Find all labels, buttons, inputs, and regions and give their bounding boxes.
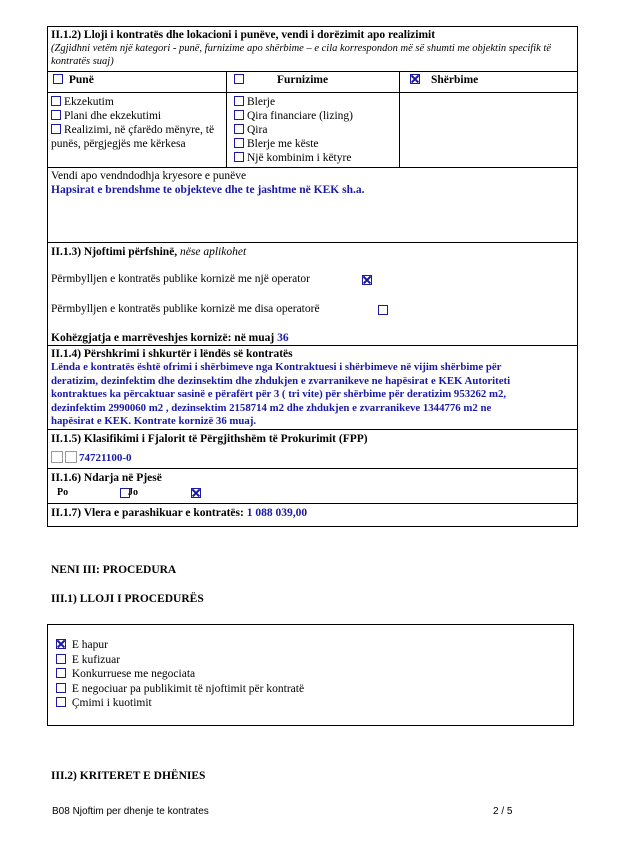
section-114-title: II.1.4) Përshkrimi i shkurtër i lëndës së kontratës xyxy=(51,348,293,360)
open-checkbox[interactable] xyxy=(56,639,66,649)
furnizime-options: Blerje Qira financiare (lizing) Qira Blerje me këste Një kombinim i këtyre xyxy=(234,95,353,165)
cpv-code: 74721100-0 xyxy=(51,451,132,464)
footer-page-number: 2 / 5 xyxy=(493,806,513,817)
category-pune[interactable]: Punë xyxy=(53,74,94,86)
estimated-value: II.1.7) Vlera e parashikuar e kontratës: 1 088 039,00 xyxy=(51,507,308,519)
furnizime-checkbox[interactable] xyxy=(234,74,244,84)
procedure-options xyxy=(56,638,304,711)
procedure-open[interactable]: E hapur xyxy=(56,638,304,653)
lots-no[interactable]: Po xyxy=(57,487,69,498)
category-sherbime[interactable]: Shërbime xyxy=(410,74,478,86)
section-112-title: II.1.2) Lloji i kontratës dhe lokacioni i punëve, vendi i dorëzimit apo realizimit xyxy=(51,29,436,41)
negotiated-checkbox[interactable] xyxy=(56,683,66,693)
lots-yes[interactable]: Jo xyxy=(128,487,138,498)
section-113-title: II.1.3) Njoftimi përfshinë, nëse aplikohet xyxy=(51,246,247,258)
multi-operator-checkbox[interactable] xyxy=(378,305,388,315)
procedure-quotation[interactable]: Çmimi i kuotimit xyxy=(56,696,304,711)
lizing-checkbox[interactable] xyxy=(234,110,244,120)
procedure-negotiated[interactable]: E negociuar pa publikimit të njoftimit për kontratë xyxy=(56,682,304,697)
framework-duration: Kohëzgjatja e marrëveshjes kornizë: në muaj 36 xyxy=(51,332,289,344)
ekzekutim-checkbox[interactable] xyxy=(51,96,61,106)
section-114-text: Lënda e kontratës është ofrimi i shërbimeve nga Kontraktuesi i shërbimeve në vijim shërbime për deratizim, dezinfektim dhe dezinsektim dhe zhdukjen e zvarranikeve ne hapësirat e KEK Autoriteti kontraktues ka përcaktuar sasinë e përafërt për 3 ( tri vite) për shërbime për deratizim 953262 m2, dezinfektim 2990060 m2 , dezinsektim 2158714 m2 dhe zhdukjen e zvarranikeve 1344776 m2 ne hapësirat e KEK. Kontrate kornizë 36 muaj. xyxy=(51,361,511,427)
section-112-note: (Zgjidhni vetëm një kategori - punë, furnizime apo shërbime – e cila korrespondon më së shumti me objektin specifik të kontratës suaj) xyxy=(51,43,552,67)
pune-options: Ekzekutim Plani dhe ekzekutimi Realizimi, në çfarëdo mënyre, të punës, përgjegjës me kërkesa xyxy=(51,96,215,150)
lots-yes-checkbox[interactable] xyxy=(191,488,201,498)
sherbime-checkbox[interactable] xyxy=(410,74,420,84)
restricted-checkbox[interactable] xyxy=(56,654,66,664)
framework-multi-operator[interactable]: Përmbylljen e kontratës publike kornizë me disa operatorë xyxy=(51,303,320,315)
kombinim-checkbox[interactable] xyxy=(234,152,244,162)
footer-doc-title: B08 Njoftim per dhenje te kontrates xyxy=(52,806,209,817)
procedure-competitive[interactable]: Konkurruese me negociata xyxy=(56,667,304,682)
section-32-title: III.2) KRITERET E DHËNIES xyxy=(51,770,206,782)
neni-iii-title: NENI III: PROCEDURA xyxy=(51,564,177,576)
blerje-checkbox[interactable] xyxy=(234,96,244,106)
framework-single-operator[interactable]: Përmbylljen e kontratës publike kornizë me një operator xyxy=(51,273,310,285)
qira-checkbox[interactable] xyxy=(234,124,244,134)
quotation-checkbox[interactable] xyxy=(56,697,66,707)
single-operator-checkbox[interactable] xyxy=(362,275,372,285)
location-label: Vendi apo vendndodhja kryesore e punëve xyxy=(51,170,247,182)
plani-checkbox[interactable] xyxy=(51,110,61,120)
category-furnizime[interactable]: Furnizime xyxy=(234,74,328,86)
realizimi-checkbox[interactable] xyxy=(51,124,61,134)
section-31-title: III.1) LLOJI I PROCEDURËS xyxy=(51,593,204,605)
competitive-checkbox[interactable] xyxy=(56,668,66,678)
section-115-title: II.1.5) Klasifikimi i Fjalorit të Përgjithshëm të Prokurimit (FPP) xyxy=(51,433,368,445)
blerje-keste-checkbox[interactable] xyxy=(234,138,244,148)
location-value: Hapsirat e brendshme te objekteve dhe te jashtme në KEK sh.a. xyxy=(51,184,365,196)
procedure-restricted[interactable]: E kufizuar xyxy=(56,653,304,668)
section-116-title: II.1.6) Ndarja në Pjesë xyxy=(51,472,162,484)
pune-checkbox[interactable] xyxy=(53,74,63,84)
